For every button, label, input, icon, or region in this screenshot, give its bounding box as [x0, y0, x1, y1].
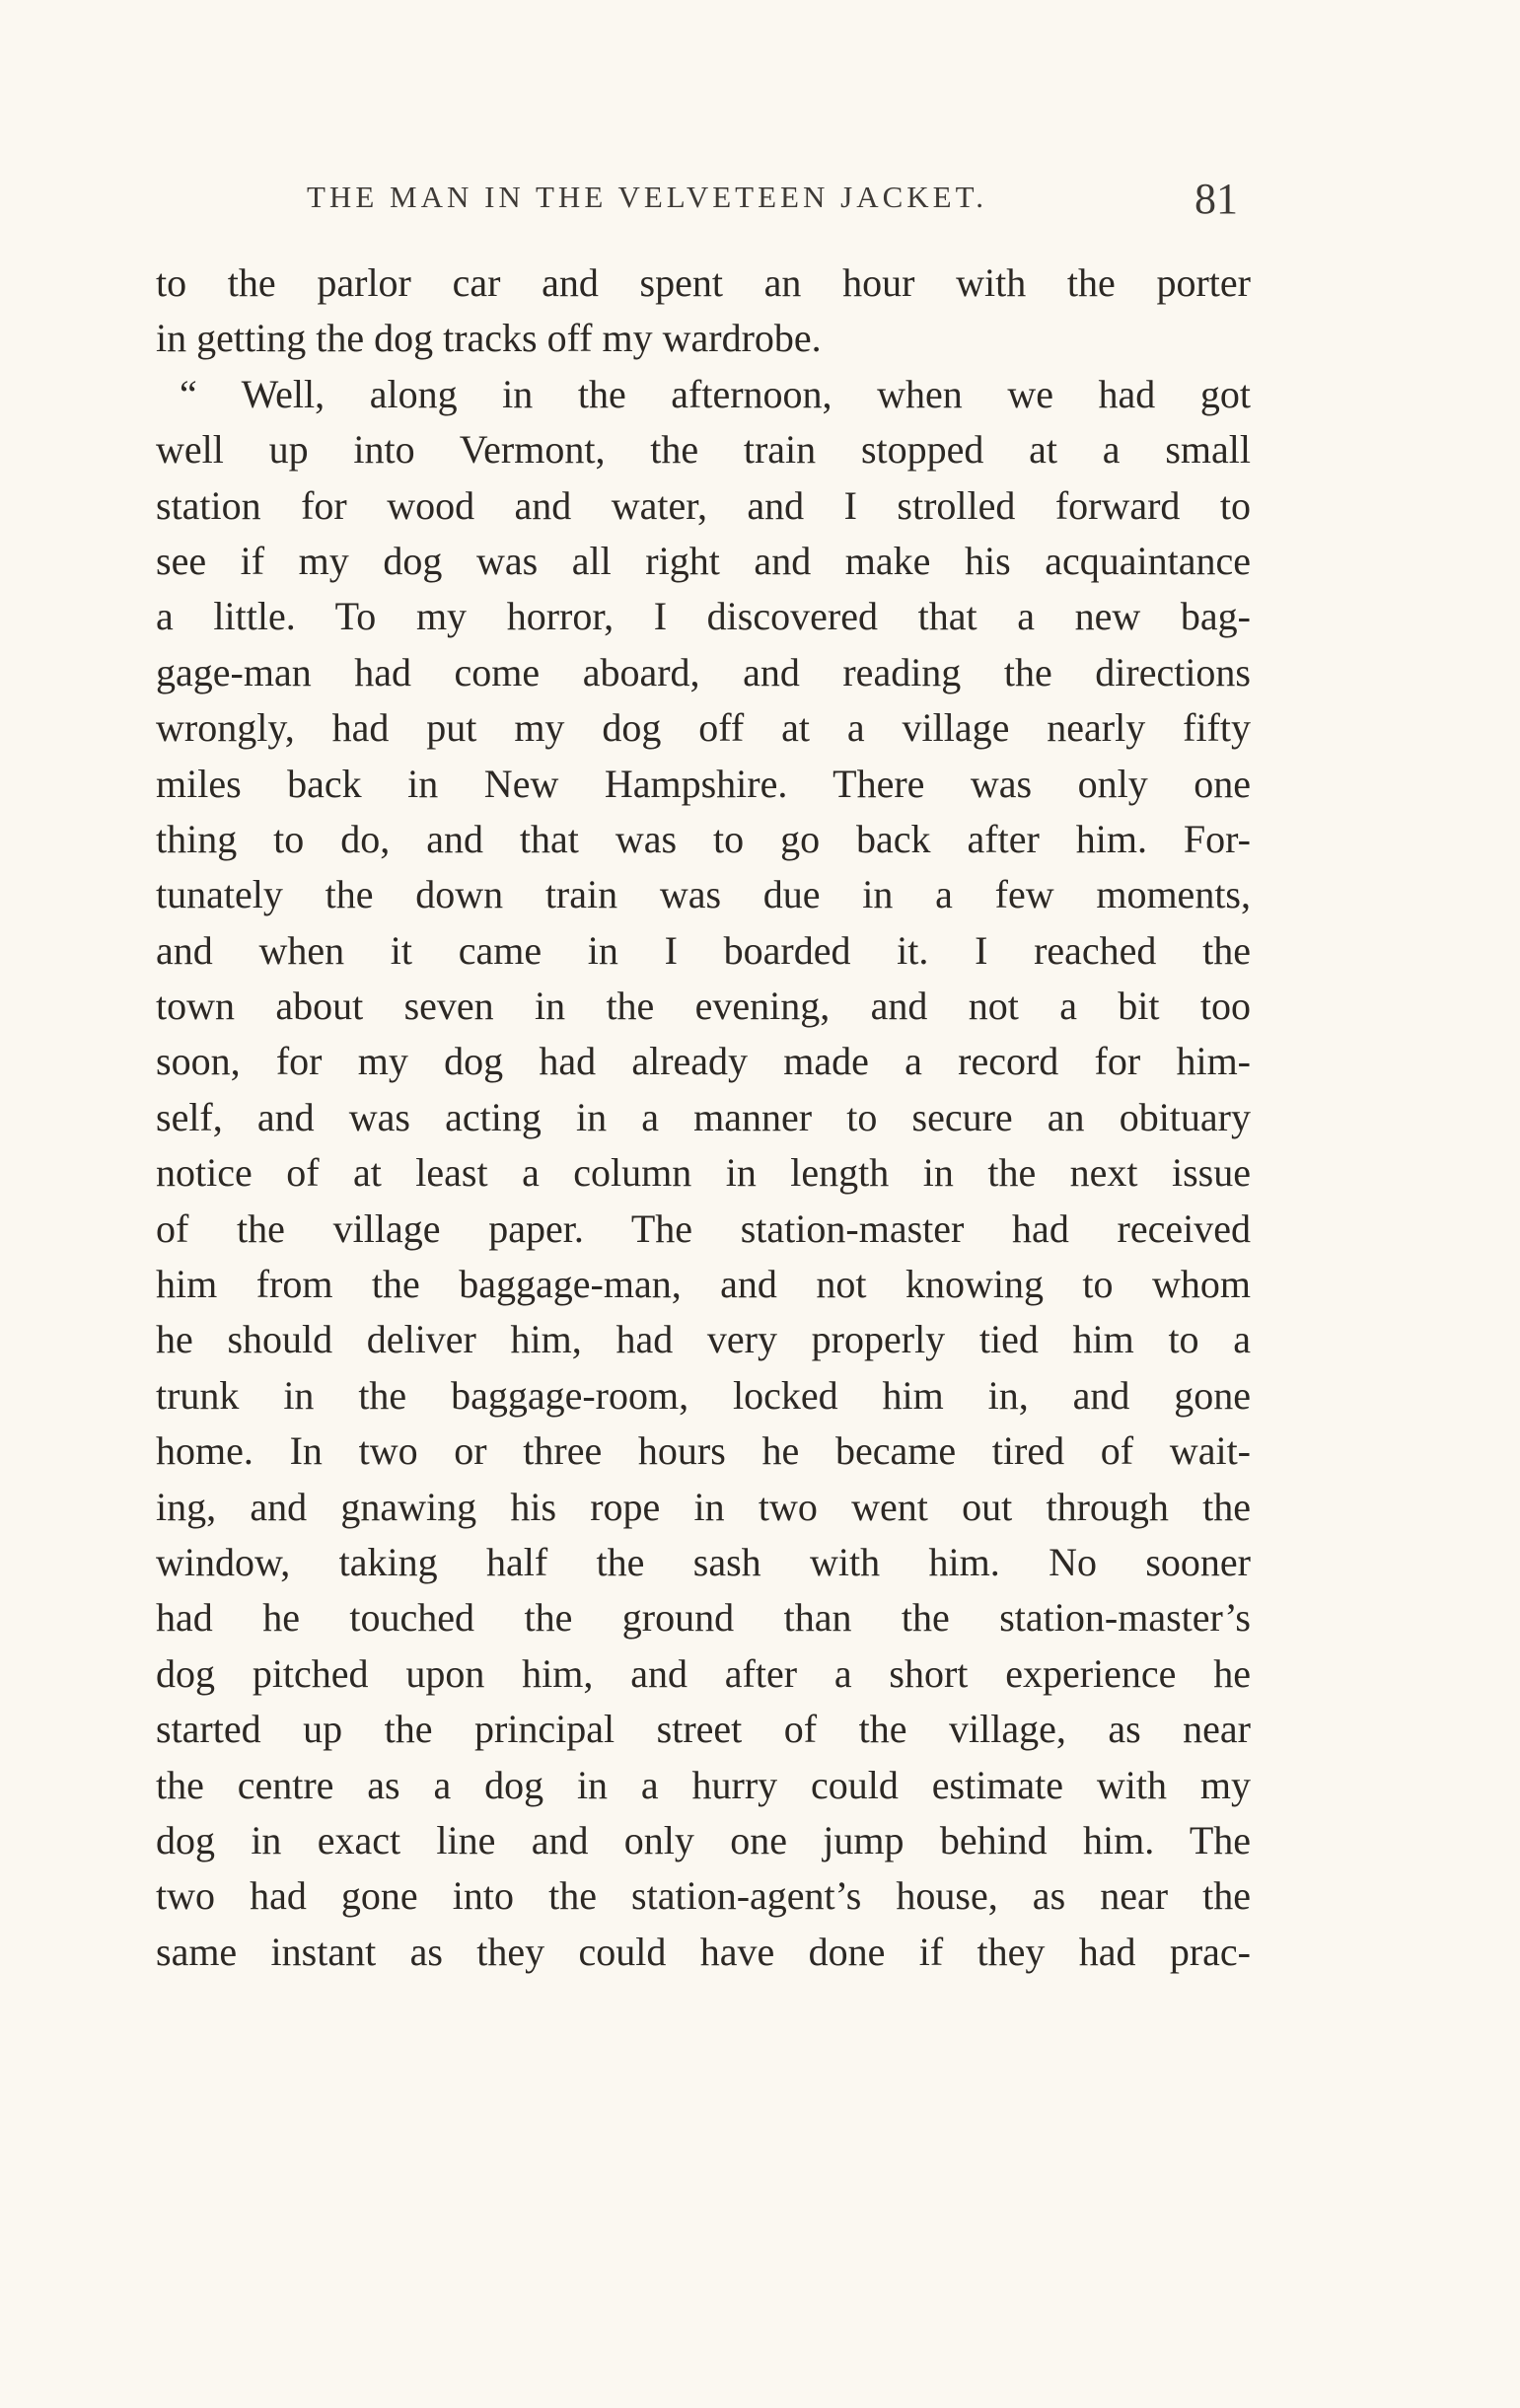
- text-line: station for wood and water, and I strolled forward to: [156, 482, 1251, 528]
- text-line: and when it came in I boarded it. I reached the: [156, 927, 1251, 973]
- text-line: window, taking half the sash with him. No sooner: [156, 1539, 1251, 1584]
- text-line: him from the baggage-man, and not knowing to whom: [156, 1262, 1251, 1307]
- text-line: dog pitched upon him, and after a short experience he: [156, 1650, 1251, 1696]
- text-line: a little. To my horror, I discovered that a new bag-: [156, 594, 1251, 639]
- running-head: [0, 175, 1520, 229]
- text-line: to the parlor car and spent an hour with the porter: [156, 260, 1251, 305]
- text-line: self, and was acting in a manner to secure an obituary: [156, 1094, 1251, 1139]
- text-line: “ Well, along in the afternoon, when we had got: [180, 371, 1251, 416]
- body-text: [156, 255, 1251, 1980]
- text-line: of the village paper. The station-master had received: [156, 1205, 1251, 1251]
- text-line: trunk in the baggage-room, locked him in, and gone: [156, 1372, 1251, 1418]
- text-line: town about seven in the evening, and not a bit too: [156, 984, 1251, 1029]
- text-line: started up the principal street of the village, as near: [156, 1707, 1251, 1752]
- text-line: in getting the dog tracks off my wardrobe.: [156, 316, 822, 361]
- text-line: dog in exact line and only one jump behind him. The: [156, 1817, 1251, 1862]
- text-line: notice of at least a column in length in the next issue: [156, 1150, 1251, 1196]
- text-line: soon, for my dog had already made a record for him-: [156, 1039, 1251, 1084]
- text-line: tunately the down train was due in a few moments,: [156, 872, 1251, 917]
- text-line: he should deliver him, had very properly tied him to a: [156, 1317, 1251, 1362]
- text-line: thing to do, and that was to go back after him. For-: [156, 816, 1251, 861]
- text-line: gage-man had come aboard, and reading the directions: [156, 649, 1251, 694]
- text-line: home. In two or three hours he became tired of wait-: [156, 1428, 1251, 1474]
- text-line: the centre as a dog in a hurry could estimate with my: [156, 1762, 1251, 1807]
- text-line: see if my dog was all right and make his acquaintance: [156, 538, 1251, 583]
- text-line: well up into Vermont, the train stopped at a small: [156, 427, 1251, 473]
- page-number: 81: [1194, 175, 1238, 223]
- text-line: ing, and gnawing his rope in two went out through the: [156, 1484, 1251, 1529]
- text-line: miles back in New Hampshire. There was only one: [156, 761, 1251, 806]
- text-line: wrongly, had put my dog off at a village nearly fifty: [156, 705, 1251, 751]
- running-title: THE MAN IN THE VELVETEEN JACKET.: [307, 180, 987, 214]
- text-line: had he touched the ground than the station-master’s: [156, 1595, 1251, 1641]
- text-line: same instant as they could have done if they had prac-: [156, 1929, 1251, 1974]
- text-line: two had gone into the station-agent’s house, as near the: [156, 1873, 1251, 1919]
